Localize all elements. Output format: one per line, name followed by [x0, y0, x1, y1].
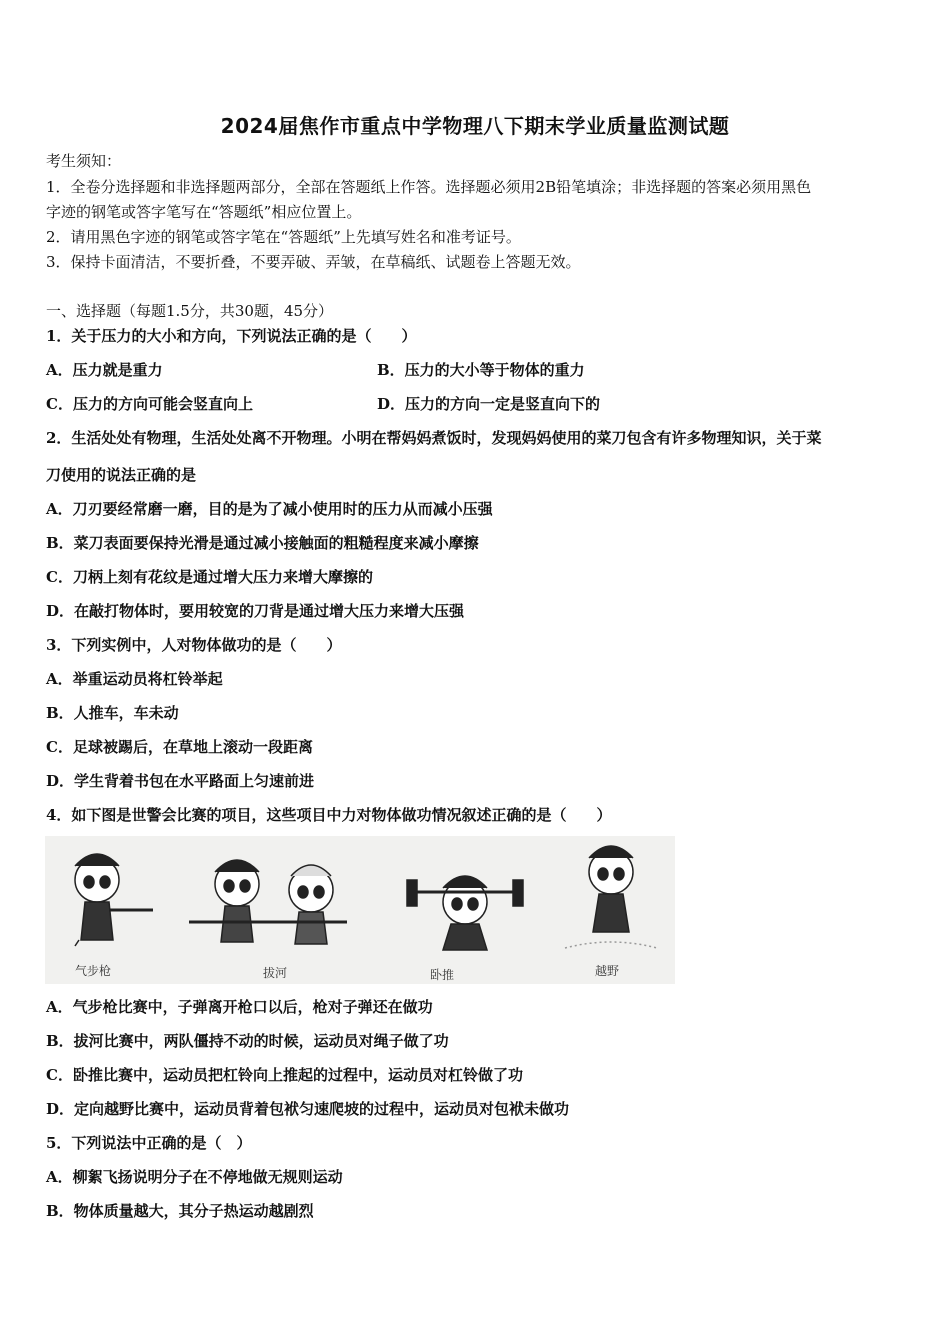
option-b: B．人推车，车未动 [46, 704, 179, 722]
option-d: D．学生背着书包在水平路面上匀速前进 [46, 772, 315, 790]
question-1-stem: 1．关于压力的大小和方向，下列说法正确的是（ ） [46, 327, 417, 345]
option-c: C．足球被踢后，在草地上滚动一段距离 [46, 738, 313, 756]
notice-item: 字迹的钢笔或答字笔写在“答题纸”相应位置上。 [46, 203, 362, 221]
question-1-options-row-2 [46, 395, 906, 413]
option-b: B．菜刀表面要保持光滑是通过减小接触面的粗糙程度来减小摩擦 [46, 534, 479, 552]
question-4-stem: 4．如下图是世警会比赛的项目，这些项目中力对物体做功情况叙述正确的是（ ） [46, 806, 612, 824]
figure-label-rifle: 气步枪 [75, 964, 112, 978]
option-a: A．柳絮飞扬说明分子在不停地做无规则运动 [46, 1168, 343, 1186]
question-2-stem-cont: 刀使用的说法正确的是 [46, 466, 197, 484]
notice-item: 2．请用黑色字迹的钢笔或答字笔在“答题纸”上先填写姓名和准考证号。 [46, 228, 521, 246]
mascot-cross-country [565, 846, 657, 948]
option-a: A．刀刃要经常磨一磨，目的是为了减小使用时的压力从而减小压强 [46, 500, 493, 518]
figure-label-press: 卧推 [430, 968, 455, 982]
section-heading: 一、选择题（每题1.5分，共30题，45分） [46, 302, 334, 320]
option-d: D．在敲打物体时，要用较宽的刀背是通过增大压力来增大压强 [46, 602, 465, 620]
sports-mascot-figure [45, 836, 675, 984]
mascot-illustration [45, 836, 675, 984]
question-3-stem: 3．下列实例中，人对物体做功的是（ ） [46, 636, 342, 654]
option-b: B．物体质量越大，其分子热运动越剧烈 [46, 1202, 314, 1220]
question-5-stem: 5．下列说法中正确的是（ ） [46, 1134, 252, 1152]
option-c: C．刀柄上刻有花纹是通过增大压力来增大摩擦的 [46, 568, 373, 586]
option-b: B．拔河比赛中，两队僵持不动的时候，运动员对绳子做了功 [46, 1032, 449, 1050]
option-c: C．压力的方向可能会竖直向上 [46, 395, 253, 413]
option-a: A．气步枪比赛中，子弹离开枪口以后，枪对子弹还在做功 [46, 998, 433, 1016]
option-d: D．定向越野比赛中，运动员背着包袱匀速爬坡的过程中，运动员对包袱未做功 [46, 1100, 570, 1118]
question-2-stem: 2．生活处处有物理，生活处处离不开物理。小明在帮妈妈煮饭时，发现妈妈使用的菜刀包含有许多物理知识，关于菜 [46, 429, 822, 447]
mascot-tug [189, 860, 347, 944]
question-1-options-row-1 [46, 361, 906, 379]
figure-label-cross-country: 越野 [595, 964, 620, 978]
option-a: A．压力就是重力 [46, 361, 163, 379]
notice-heading: 考生须知： [46, 152, 122, 170]
option-b: B．压力的大小等于物体的重力 [377, 361, 585, 379]
mascot-press [407, 876, 523, 950]
option-d: D．压力的方向一定是竖直向下的 [377, 395, 601, 413]
figure-label-tug: 拔河 [263, 966, 288, 980]
option-a: A．举重运动员将杠铃举起 [46, 670, 223, 688]
notice-item: 3．保持卡面清洁，不要折叠，不要弄破、弄皱，在草稿纸、试题卷上答题无效。 [46, 253, 581, 271]
option-c: C．卧推比赛中，运动员把杠铃向上推起的过程中，运动员对杠铃做了功 [46, 1066, 523, 1084]
notice-item: 1．全卷分选择题和非选择题两部分，全部在答题纸上作答。选择题必须用2B铅笔填涂；非选择题的答案必须用黑色 [46, 178, 812, 196]
page-title: 2024届焦作市重点中学物理八下期末学业质量监测试题 [220, 114, 730, 138]
mascot-rifle [75, 854, 153, 946]
